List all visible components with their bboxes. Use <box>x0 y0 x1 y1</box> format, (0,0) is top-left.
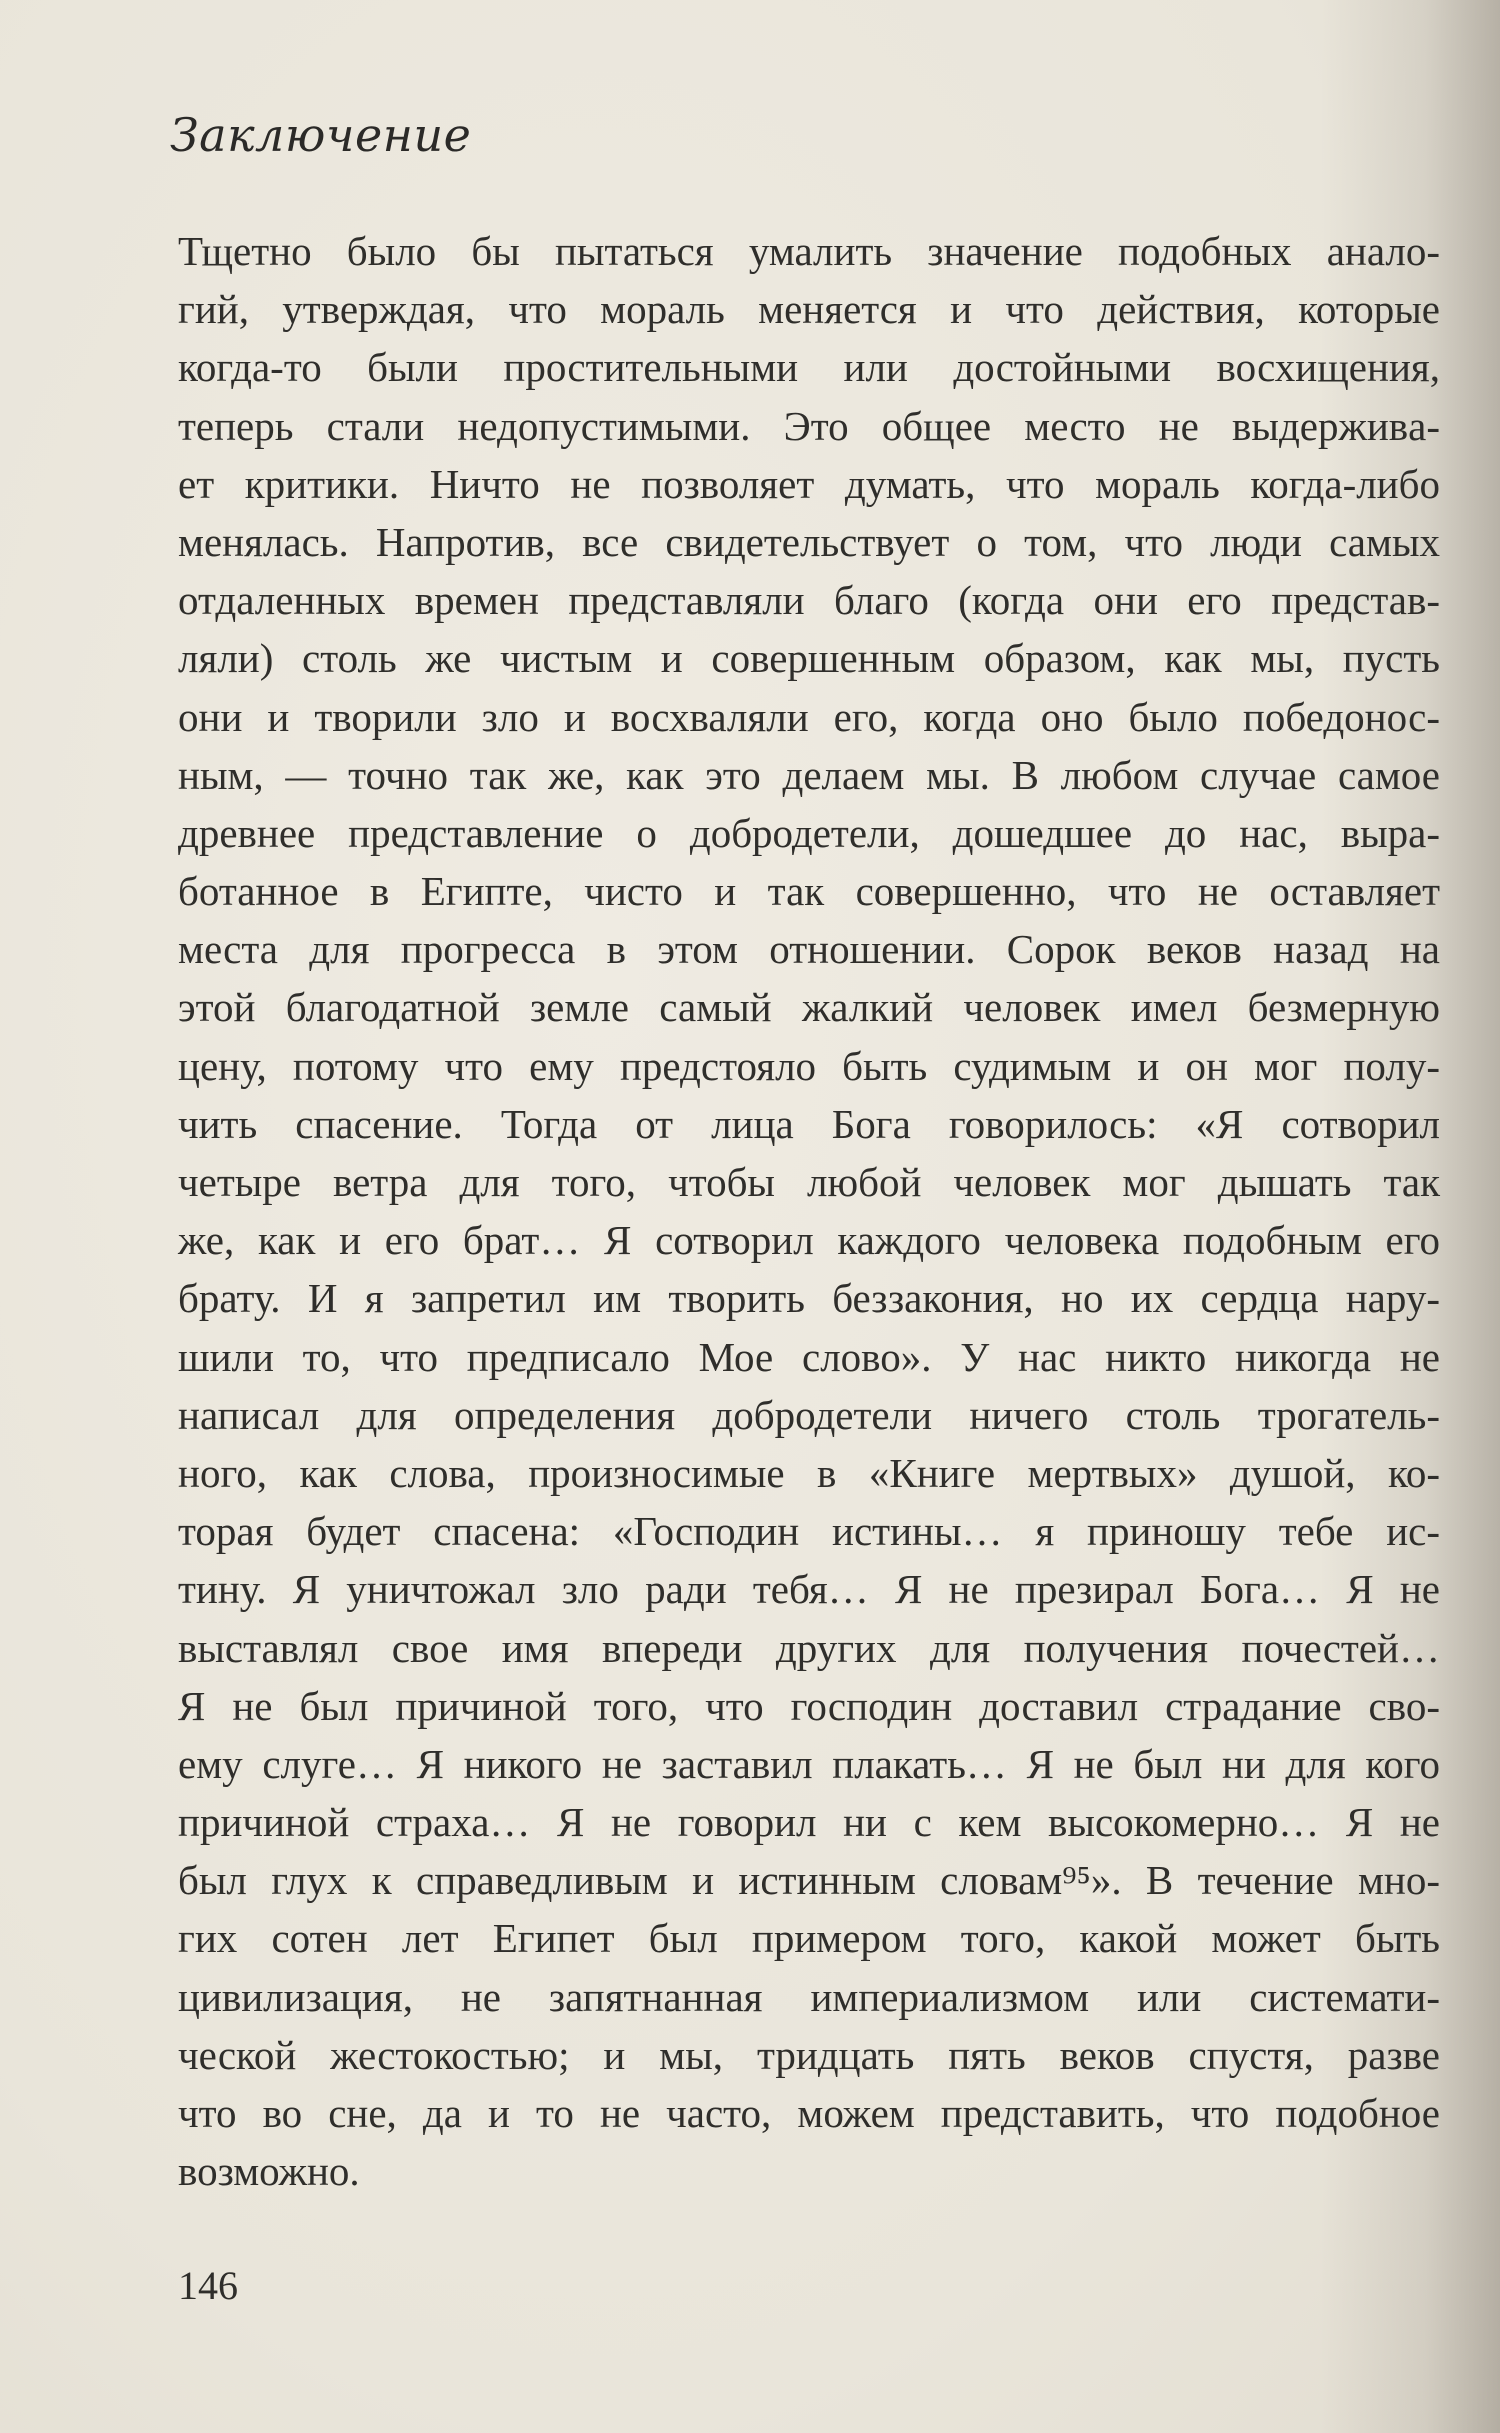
text-line: они и творили зло и восхваляли его, когда оно было победонос- <box>178 693 1440 740</box>
page-number: 146 <box>178 2263 238 2308</box>
text-line: что во сне, да и то не часто, можем представить, что подобное <box>178 2090 1440 2136</box>
text-line: когда-то были простительными или достойными восхищения, <box>178 344 1440 391</box>
text-line: причиной страха… Я не говорил ни с кем высокомерно… Я не <box>178 1799 1440 1846</box>
text-line: тину. Я уничтожал зло ради тебя… Я не презирал Бога… Я не <box>178 1566 1440 1613</box>
text-line: цивилизация, не запятнанная империализмом или системати- <box>178 1973 1440 2020</box>
text-line: написал для определения добродетели ничего столь трогатель- <box>178 1391 1440 1438</box>
text-line: менялась. Напротив, все свидетельствует о том, что люди самых <box>178 518 1440 565</box>
text-line: возможно. <box>178 2148 360 2195</box>
text-line: ным, — точно так же, как это делаем мы. В любом случае самое <box>178 751 1440 798</box>
text-line: брату. И я запретил им творить беззакония, но их сердца нару- <box>178 1275 1440 1322</box>
body-text <box>178 222 1440 2200</box>
text-line: ему слуге… Я никого не заставил плакать… Я не был ни для кого <box>178 1740 1440 1787</box>
text-line: древнее представление о добродетели, дошедшее до нас, выра- <box>178 809 1440 856</box>
text-line: шили то, что предписало Мое слово». У нас никто никогда не <box>178 1333 1440 1380</box>
text-line: ботанное в Египте, чисто и так совершенно, что не оставляет <box>178 868 1440 915</box>
text-line: ет критики. Ничто не позволяет думать, что мораль когда-либо <box>178 460 1440 507</box>
text-line: этой благодатной земле самый жалкий человек имел безмерную <box>178 984 1440 1031</box>
text-line: отдаленных времен представляли благо (когда они его представ- <box>178 577 1440 624</box>
text-line: цену, потому что ему предстояло быть судимым и он мог полу- <box>178 1042 1440 1089</box>
text-line: был глух к справедливым и истинным словам⁹⁵». В течение мно- <box>178 1857 1440 1904</box>
text-line: ческой жестокостью; и мы, тридцать пять веков спустя, разве <box>178 2031 1440 2078</box>
text-line: же, как и его брат… Я сотворил каждого человека подобным его <box>178 1217 1440 1264</box>
text-line: гих сотен лет Египет был примером того, какой может быть <box>178 1915 1440 1962</box>
chapter-title: Заключение <box>170 108 472 162</box>
text-line: теперь стали недопустимыми. Это общее место не выдерживa- <box>178 402 1440 449</box>
text-line: Тщетно было бы пытаться умалить значение подобных анало- <box>178 228 1440 274</box>
text-line: выставлял свое имя впереди других для получения почестей… <box>178 1624 1440 1671</box>
text-line: Я не был причиной того, что господин доставил страдание сво- <box>178 1682 1440 1729</box>
text-line: гий, утверждая, что мораль меняется и что действия, которые <box>178 286 1440 333</box>
text-line: места для прогресса в этом отношении. Сорок веков назад на <box>178 926 1440 973</box>
text-line: торая будет спасена: «Господин истины… я приношу тебе ис- <box>178 1508 1440 1555</box>
text-line: ляли) столь же чистым и совершенным образом, как мы, пусть <box>178 635 1440 682</box>
text-line: четыре ветра для того, чтобы любой человек мог дышать так <box>178 1159 1440 1205</box>
text-line: чить спасение. Тогда от лица Бога говорилось: «Я сотворил <box>178 1100 1440 1147</box>
text-line: ного, как слова, произносимые в «Книге мертвых» душой, ко- <box>178 1449 1440 1496</box>
